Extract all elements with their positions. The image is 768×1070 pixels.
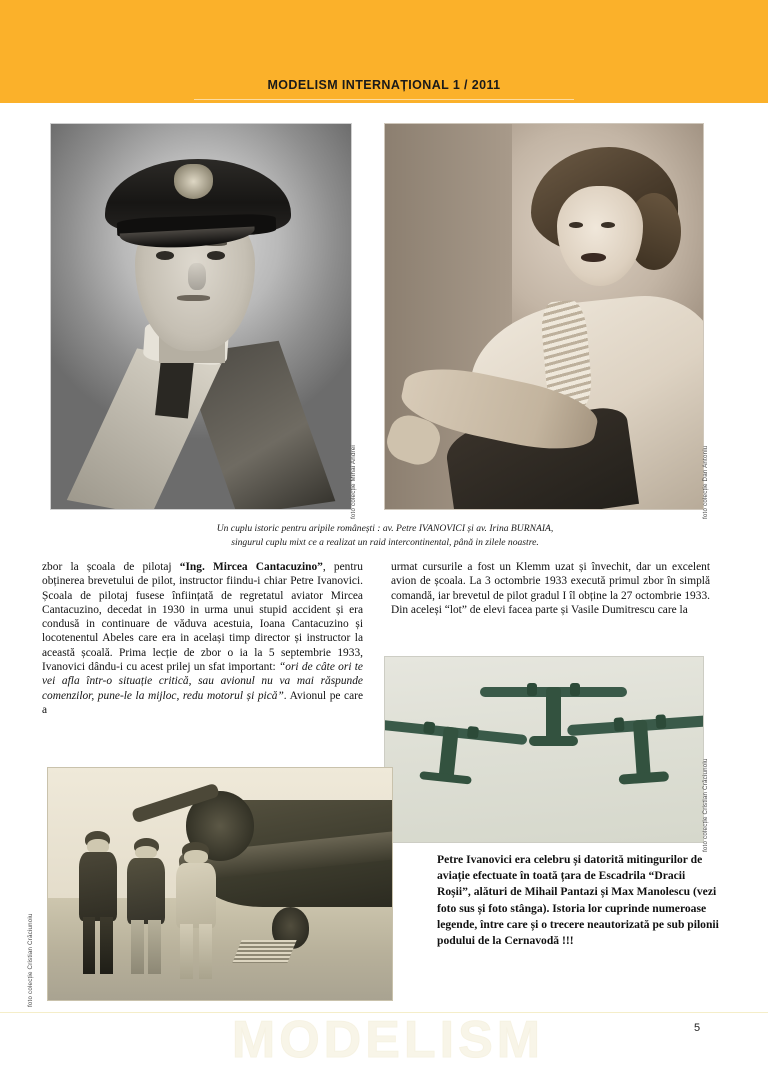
photo-aircraft-formation-content: [385, 657, 703, 842]
officer-eye-right: [207, 251, 225, 260]
aviator-right-legs: [180, 924, 213, 979]
page-number: 5: [694, 1022, 701, 1034]
photo-officer-portrait: [51, 124, 351, 509]
officer-nose: [188, 263, 206, 290]
aircraft-right-engine-right: [656, 714, 667, 729]
aircraft-center-engine-right: [570, 683, 580, 696]
aviator-center: [124, 838, 169, 975]
photo-officer-content: [51, 124, 351, 509]
aircraft-right: [567, 715, 703, 788]
left-column-text-run-4: . Avionul pe care a: [42, 689, 364, 716]
group-photo-boarding-steps: [233, 940, 297, 963]
photo-credit-aircraft-formation: foto colecție Cristian Crăciunoiu: [702, 758, 709, 852]
woman-eye-right: [601, 222, 614, 228]
photo-caption-line-1: Un cuplu istoric pentru aripile românești : av. Petre IVANOVICI și av. Irina BURNAIA,: [216, 523, 554, 534]
photo-woman-content: [385, 124, 703, 509]
aviator-center-jacket: [127, 858, 165, 924]
aviator-left-jacket: [79, 852, 117, 921]
woman-face: [557, 186, 643, 286]
right-column-text-run-0: urmat cursurile a fost un Klemm uzat și învechit, dar un excelent avion de școala. La 3 octombrie 1933 execută primul zbor în simplă comandă, iar brevetul de pilot gradul I îl obține la 27 octombrie 1933. Din aceleși “lot” de elevi facea parte și Vasile Dumitrescu care la: [391, 561, 710, 616]
aircraft-left-tailplane: [420, 771, 473, 785]
aircraft-left-engine-right: [467, 726, 479, 739]
officer-eye-left: [156, 251, 174, 260]
aviator-center-legs: [131, 920, 161, 975]
photo-caption-line-2: singurul cuplu mixt ce a realizat un raid intercontinental, până in zilele noastre.: [231, 536, 539, 548]
photo-aviators-group-content: [48, 768, 392, 1000]
footer-watermark: MODELISM: [231, 1011, 545, 1069]
photo-aviators-group: [48, 768, 392, 1000]
header-divider: [194, 99, 574, 100]
photo-woman-portrait: [385, 124, 703, 509]
header-band: [0, 0, 768, 103]
aircraft-center-fuselage: [546, 687, 561, 741]
aviator-right: [172, 842, 220, 979]
officer-cap-badge: [174, 164, 213, 199]
woman-lips: [581, 253, 606, 262]
aircraft-center-engine-left: [527, 683, 537, 696]
left-column-text-run-2: , pentru obținerea brevetului de pilot, instructor fiindu-i chiar Petre Ivanovici. Școala de pilotaj fusese înființată de regretatul aviator Mircea Cantacuzino, decedat in 1930 in urma unui stupid accident și era condusă in continuare de văduva acestuia, Ioana Cantacuzino și locotenentul Abeles care era in același timp director și instructor la această școală. Prima lecție de zbor o ia la 5 septembrie 1933, Ivanovici dându-i cu acest prilej un sfat important:: [42, 561, 364, 674]
photo-aircraft-formation: [385, 657, 703, 842]
aircraft-right-tailplane: [619, 771, 669, 785]
left-column-text-run-1: “Ing. Mircea Cantacuzino”: [179, 561, 323, 573]
body-text-right-column: [391, 560, 710, 617]
aircraft-left-engine-left: [423, 721, 435, 734]
aviator-left: [76, 831, 121, 975]
photo-credit-woman: foto colecție Dan Antoniu: [702, 445, 709, 519]
photo-caption: [60, 522, 710, 549]
officer-mouth: [177, 295, 210, 300]
body-text-left-column: [42, 560, 363, 717]
aircraft-right-engine-left: [614, 717, 625, 732]
photo-credit-aviators-group: foto colecție Cristian Crăciunoiu: [27, 913, 34, 1007]
woman-eye-left: [569, 222, 582, 228]
left-column-text-run-0: zbor la școala de pilotaj: [42, 561, 180, 573]
aviator-left-legs: [83, 917, 113, 975]
bottom-note-paragraph: Petre Ivanovici era celebru și datorită mitingurilor de aviație efectuate în toată țara de Escadrila “Dracii Roșii”, alături de Mihail Pantazi și Max Manolescu (vezi foto sus și foto stânga). Istoria lor cuprinde numeroase legende, între care și o trecere neautorizată pe sub pilonii podului de la Cernavodă !!!: [437, 853, 719, 948]
left-column-text-run-3: “ori de câte ori te vei afla într-o situație critică, sau avionul nu va mai răspunde comenzilor, pune-le la mijloc, redu motorul și pică”: [42, 661, 363, 702]
photo-credit-officer: foto colecție Mihai Andrei: [350, 445, 357, 519]
page-title: MODELISM INTERNAȚIONAL 1 / 2011: [267, 78, 501, 92]
aviator-right-flightsuit: [176, 863, 216, 929]
